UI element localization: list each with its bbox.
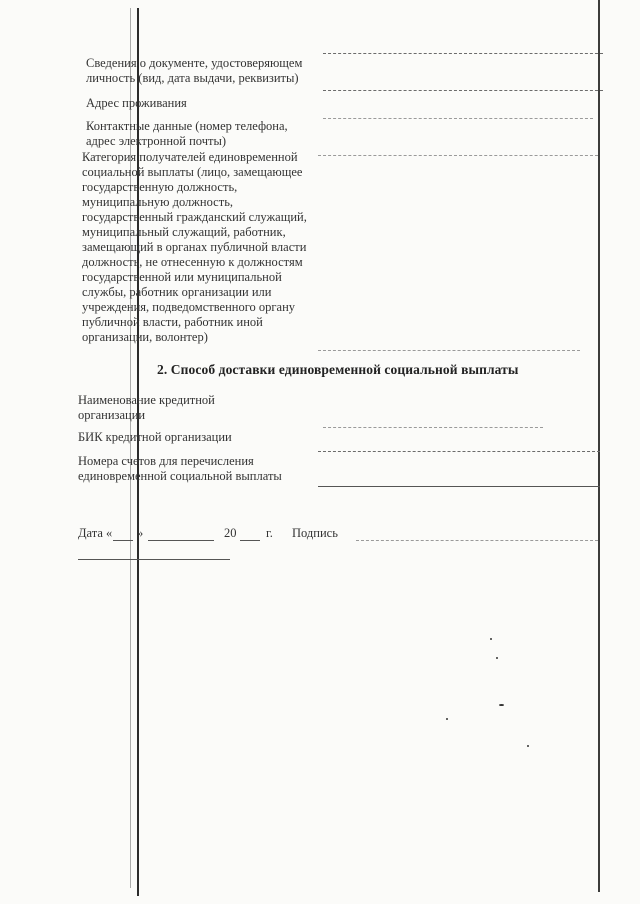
label-line: организации, волонтер) — [82, 330, 208, 344]
date-label-mid: » — [137, 526, 144, 540]
label-line: должность, не отнесенную к должностям — [82, 255, 303, 269]
field-label-address — [86, 96, 187, 111]
label-line: государственную должность, — [82, 180, 238, 194]
scan-speck — [446, 718, 448, 720]
category-input-line[interactable] — [318, 350, 580, 351]
label-line: личность (вид, дата выдачи, реквизиты) — [86, 71, 299, 85]
label-line: БИК кредитной организации — [78, 430, 232, 444]
year-prefix: 20 — [224, 526, 237, 540]
label-line: единовременной социальной выплаты — [78, 469, 282, 483]
year-suffix: г. — [266, 526, 273, 540]
label-line: публичной власти, работник иной — [82, 315, 263, 329]
signature-label: Подпись — [292, 526, 338, 540]
field-label-bik — [78, 430, 232, 445]
label-line: учреждения, подведомственного органу — [82, 300, 296, 314]
field-label-bank-name — [78, 393, 215, 423]
label-line: Номера счетов для перечисления — [78, 454, 254, 468]
document-input-line-2[interactable] — [323, 90, 603, 91]
label-line: муниципальную должность, — [82, 195, 234, 209]
label-line: Сведения о документе, удостоверяющем — [86, 56, 303, 70]
label-line: муниципальный служащий, работник, — [82, 225, 286, 239]
signature-input-line[interactable] — [356, 540, 598, 541]
label-line: социальной выплаты (лицо, замещающее — [82, 165, 303, 179]
year-input-line[interactable] — [240, 540, 260, 541]
field-label-document — [86, 56, 302, 86]
field-label-contacts — [86, 119, 288, 149]
scan-speck — [499, 704, 504, 706]
document-input-line[interactable] — [323, 53, 603, 54]
section-heading-delivery: 2. Способ доставки единовременной социальной выплаты — [157, 362, 519, 377]
label-line: Адрес проживания — [86, 96, 187, 110]
date-day-input-line[interactable] — [113, 540, 133, 541]
date-label-prefix: Дата « — [78, 526, 113, 540]
bik-input-line[interactable] — [318, 451, 600, 452]
label-line: адрес электронной почты) — [86, 134, 227, 148]
scan-speck — [490, 638, 492, 640]
field-label-accounts — [78, 454, 282, 484]
label-line: Контактные данные (номер телефона, — [86, 119, 288, 133]
label-line: Наименование кредитной — [78, 393, 215, 407]
date-month-input-line[interactable] — [148, 540, 214, 541]
label-line: государственной или муниципальной — [82, 270, 282, 284]
label-line: службы, работник организации или — [82, 285, 272, 299]
accounts-input-line[interactable] — [318, 486, 600, 487]
scan-artifact-line — [598, 0, 600, 892]
label-line: государственный гражданский служащий, — [82, 210, 307, 224]
label-line: организации — [78, 408, 146, 422]
signature-decoding-line[interactable] — [78, 559, 230, 560]
address-input-line[interactable] — [323, 118, 593, 119]
scan-speck — [496, 657, 498, 659]
bank-name-input-line[interactable] — [323, 427, 543, 428]
label-line: Категория получателей единовременной — [82, 150, 298, 164]
field-label-category — [82, 150, 307, 345]
label-line: замещающий в органах публичной власти — [82, 240, 307, 254]
scan-speck — [527, 745, 529, 747]
contacts-input-line[interactable] — [318, 155, 598, 156]
